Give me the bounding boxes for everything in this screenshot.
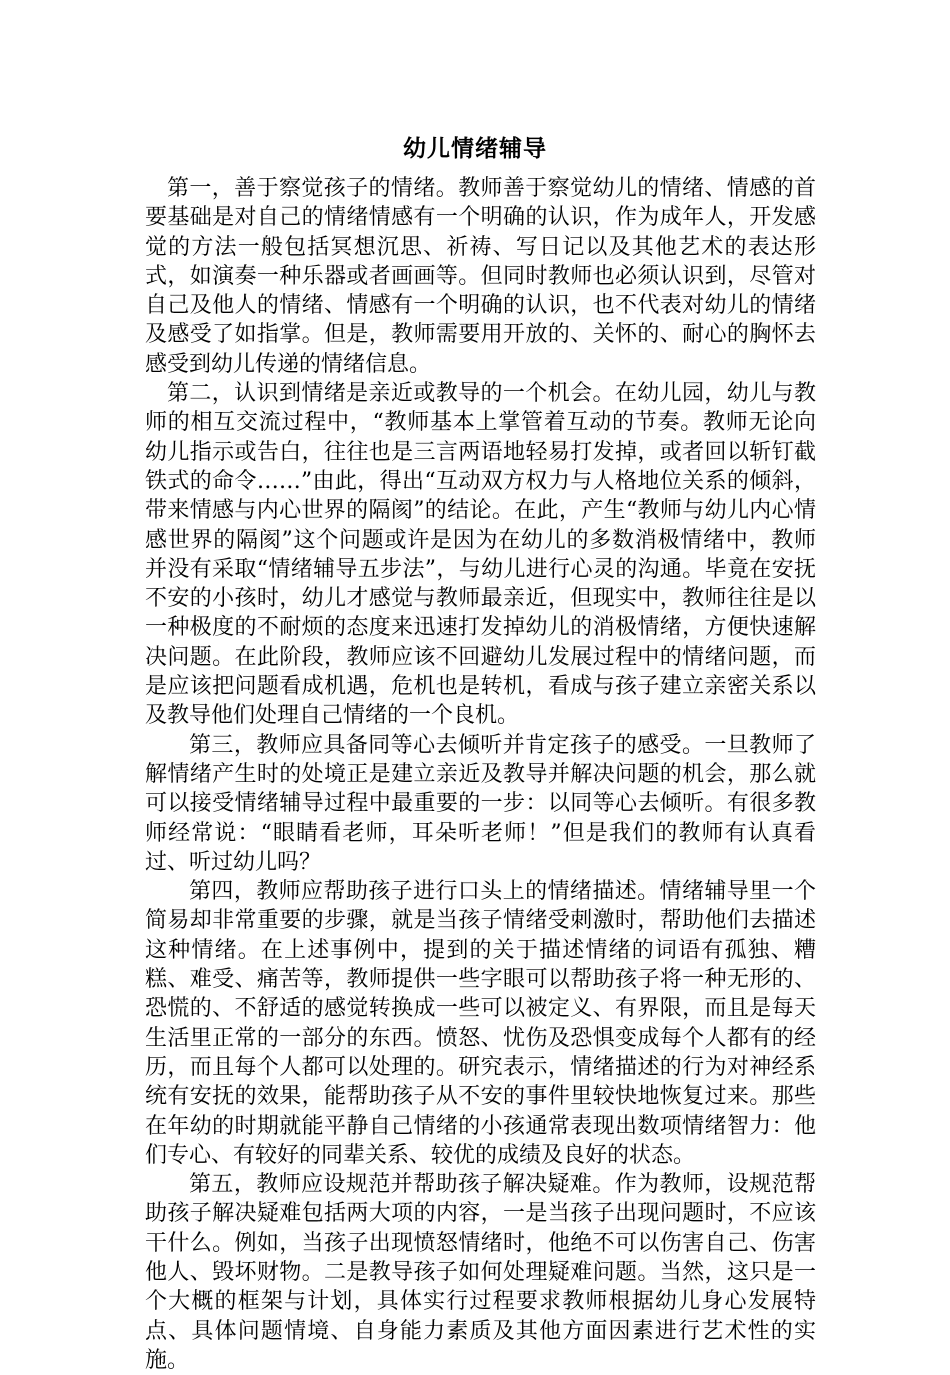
paragraph-3: 第三，教师应具备同等心去倾听并肯定孩子的感受。一旦教师了解情绪产生时的处境正是建立亲近及教导并解决问题的机会，那么就可以接受情绪辅导过程中最重要的一步：以同等心去倾听。有很多教师经常说：“眼睛看老师，耳朵听老师！”但是我们的教师有认真看过、听过幼儿吗？ xyxy=(145,732,816,875)
document-title: 幼儿情绪辅导 xyxy=(403,136,547,162)
paragraph-2: 第二，认识到情绪是亲近或教导的一个机会。在幼儿园，幼儿与教师的相互交流过程中，“教师基本上掌管着互动的节奏。教师无论向幼儿指示或告白，往往也是三言两语地轻易打发掉，或者回以斩钉截铁式的命令……”由此，得出“互动双方权力与人格地位关系的倾斜，带来情感与内心世界的隔阂”的结论。在此，产生“教师与幼儿内心情感世界的隔阂”这个问题或许是因为在幼儿的多数消极情绪中，教师并没有采取“情绪辅导五步法”，与幼儿进行心灵的沟通。毕竟在安抚不安的小孩时，幼儿才感觉与教师最亲近，但现实中，教师往往是以一种极度的不耐烦的态度来迅速打发掉幼儿的消极情绪，方便快速解决问题。在此阶段，教师应该不回避幼儿发展过程中的情绪问题，而是应该把问题看成机遇，危机也是转机，看成与孩子建立亲密关系以及教导他们处理自己情绪的一个良机。 xyxy=(145,381,816,729)
paragraph-5: 第五，教师应设规范并帮助孩子解决疑难。作为教师，设规范帮助孩子解决疑难包括两大项的内容，一是当孩子出现问题时，不应该干什么。例如，当孩子出现愤怒情绪时，他绝不可以伤害自己、伤害他人、毁坏财物。二是教导孩子如何处理疑难问题。当然，这只是一个大概的框架与计划，具体实行过程要求教师根据幼儿身心发展特点、具体问题情境、自身能力素质及其他方面因素进行艺术性的实施。 xyxy=(145,1172,816,1373)
document-body xyxy=(145,174,816,1375)
paragraph-4: 第四，教师应帮助孩子进行口头上的情绪描述。情绪辅导里一个简易却非常重要的步骤，就是当孩子情绪受刺激时，帮助他们去描述这种情绪。在上述事例中，提到的关于描述情绪的词语有孤独、糟糕、难受、痛苦等，教师提供一些字眼可以帮助孩子将一种无形的、恐慌的、不舒适的感觉转换成一些可以被定义、有界限，而且是每天生活里正常的一部分的东西。愤怒、忧伤及恐惧变成每个人都有的经历，而且每个人都可以处理的。研究表示，情绪描述的行为对神经系统有安抚的效果，能帮助孩子从不安的事件里较快地恢复过来。那些在年幼的时期就能平静自己情绪的小孩通常表现出数项情绪智力：他们专心、有较好的同辈关系、较优的成绩及良好的状态。 xyxy=(145,879,816,1168)
paragraph-1: 第一，善于察觉孩子的情绪。教师善于察觉幼儿的情绪、情感的首要基础是对自己的情绪情感有一个明确的认识，作为成年人，开发感觉的方法一般包括冥想沉思、祈祷、写日记以及其他艺术的表达形式，如演奏一种乐器或者画画等。但同时教师也必须认识到，尽管对自己及他人的情绪、情感有一个明确的认识，也不代表对幼儿的情绪及感受了如指掌。但是，教师需要用开放的、关怀的、耐心的胸怀去感受到幼儿传递的情绪信息。 xyxy=(145,176,816,377)
